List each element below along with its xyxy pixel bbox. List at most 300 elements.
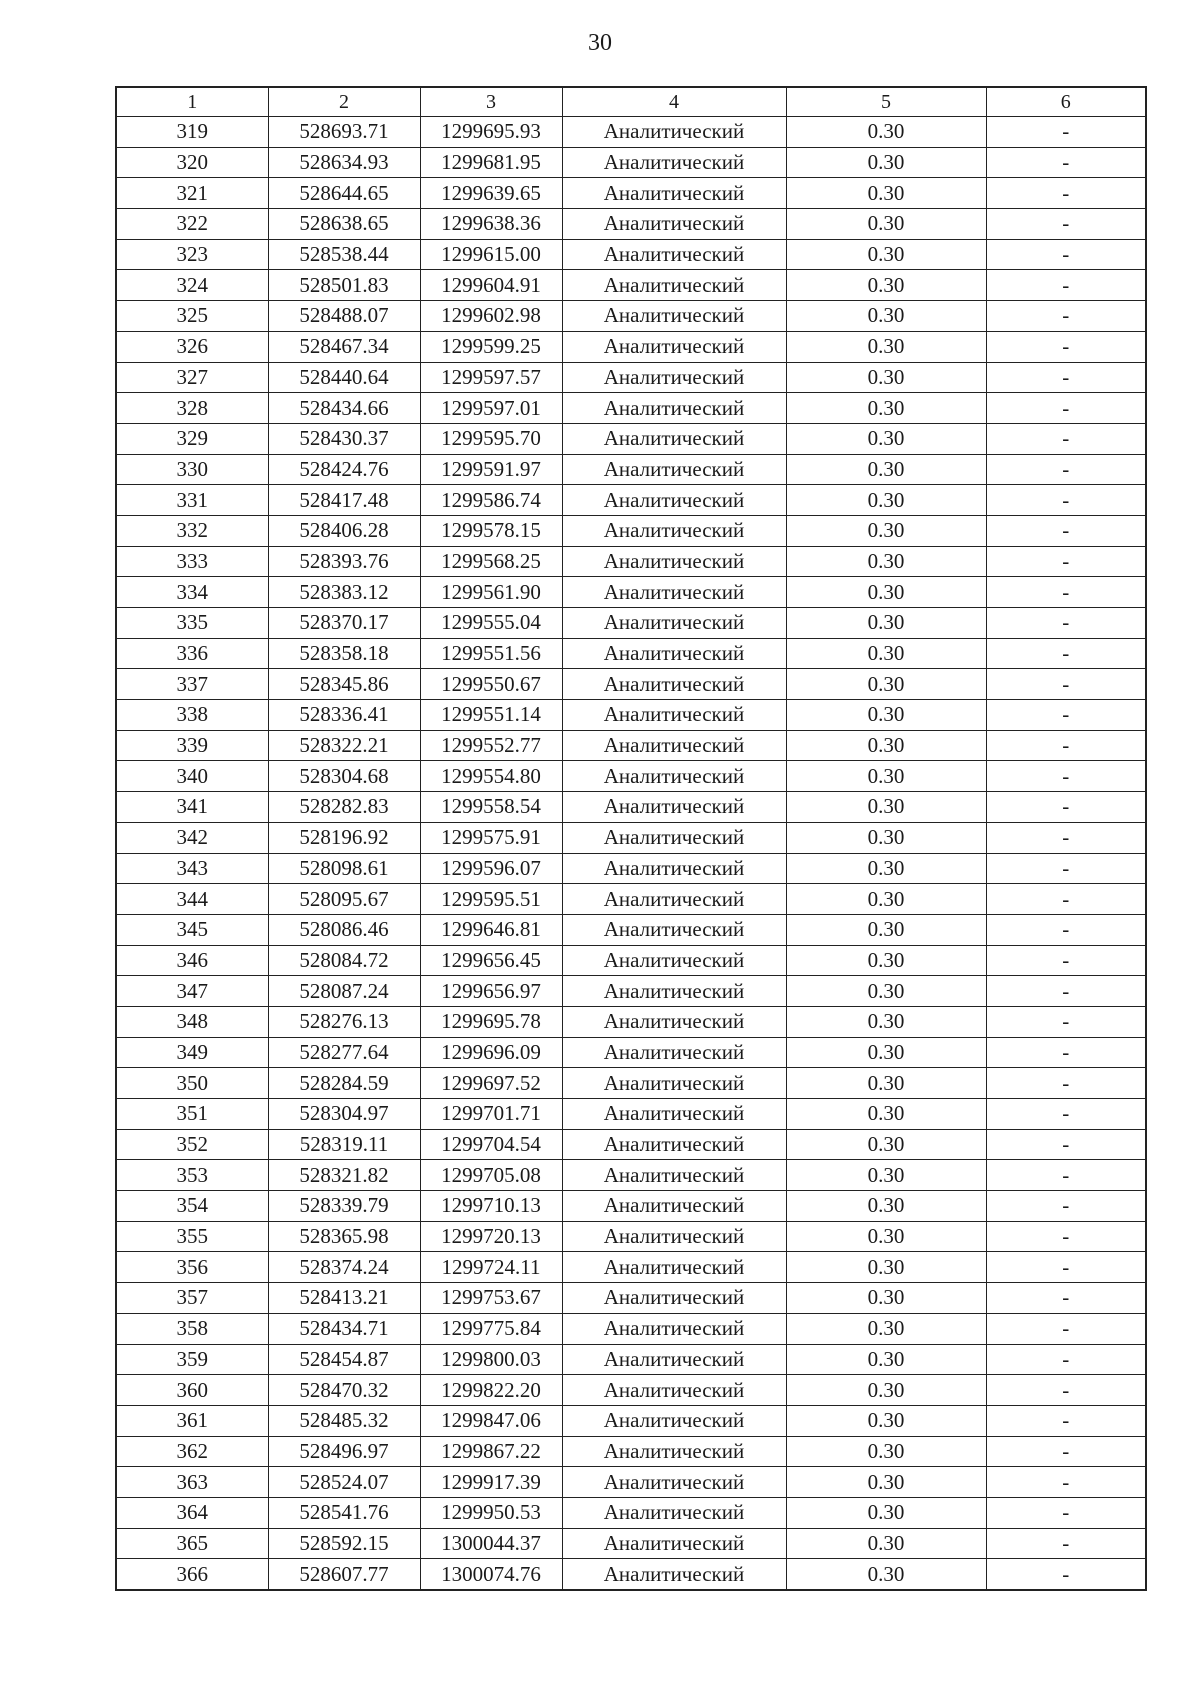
x-coordinate-cell: 528086.46 [268,914,420,945]
method-cell: Аналитический [562,1252,786,1283]
x-coordinate-cell: 528607.77 [268,1559,420,1590]
note-cell: - [986,945,1146,976]
point-number-cell: 361 [116,1405,268,1436]
y-coordinate-cell: 1299555.04 [420,608,562,639]
point-number-cell: 325 [116,301,268,332]
table-row [116,638,1146,669]
table-row [116,178,1146,209]
note-cell: - [986,1497,1146,1528]
point-number-cell: 334 [116,577,268,608]
point-number-cell: 339 [116,730,268,761]
method-cell: Аналитический [562,1006,786,1037]
error-cell: 0.30 [786,209,986,240]
error-cell: 0.30 [786,1252,986,1283]
note-cell: - [986,822,1146,853]
point-number-cell: 343 [116,853,268,884]
note-cell: - [986,454,1146,485]
x-coordinate-cell: 528406.28 [268,515,420,546]
method-cell: Аналитический [562,209,786,240]
point-number-cell: 328 [116,393,268,424]
x-coordinate-cell: 528277.64 [268,1037,420,1068]
y-coordinate-cell: 1299552.77 [420,730,562,761]
y-coordinate-cell: 1299656.45 [420,945,562,976]
note-cell: - [986,1375,1146,1406]
method-cell: Аналитический [562,1497,786,1528]
note-cell: - [986,608,1146,639]
table-row [116,147,1146,178]
method-cell: Аналитический [562,301,786,332]
error-cell: 0.30 [786,301,986,332]
table-row [116,270,1146,301]
note-cell: - [986,331,1146,362]
note-cell: - [986,884,1146,915]
x-coordinate-cell: 528196.92 [268,822,420,853]
error-cell: 0.30 [786,1497,986,1528]
point-number-cell: 363 [116,1467,268,1498]
x-coordinate-cell: 528417.48 [268,485,420,516]
y-coordinate-cell: 1299561.90 [420,577,562,608]
point-number-cell: 352 [116,1129,268,1160]
note-cell: - [986,147,1146,178]
method-cell: Аналитический [562,331,786,362]
error-cell: 0.30 [786,700,986,731]
method-cell: Аналитический [562,1037,786,1068]
x-coordinate-cell: 528538.44 [268,239,420,270]
error-cell: 0.30 [786,1313,986,1344]
table-row [116,1467,1146,1498]
note-cell: - [986,362,1146,393]
x-coordinate-cell: 528470.32 [268,1375,420,1406]
note-cell: - [986,1313,1146,1344]
table-row [116,761,1146,792]
table-row [116,209,1146,240]
y-coordinate-cell: 1299753.67 [420,1283,562,1314]
table-body [116,117,1146,1591]
note-cell: - [986,423,1146,454]
x-coordinate-cell: 528383.12 [268,577,420,608]
point-number-cell: 335 [116,608,268,639]
y-coordinate-cell: 1299656.97 [420,976,562,1007]
y-coordinate-cell: 1299597.01 [420,393,562,424]
y-coordinate-cell: 1299575.91 [420,822,562,853]
note-cell: - [986,178,1146,209]
x-coordinate-cell: 528322.21 [268,730,420,761]
table-row [116,331,1146,362]
method-cell: Аналитический [562,178,786,209]
note-cell: - [986,1099,1146,1130]
x-coordinate-cell: 528440.64 [268,362,420,393]
table-row [116,485,1146,516]
x-coordinate-cell: 528095.67 [268,884,420,915]
table-row [116,1252,1146,1283]
note-cell: - [986,1436,1146,1467]
y-coordinate-cell: 1299646.81 [420,914,562,945]
method-cell: Аналитический [562,638,786,669]
y-coordinate-cell: 1299681.95 [420,147,562,178]
point-number-cell: 356 [116,1252,268,1283]
table-row [116,1160,1146,1191]
y-coordinate-cell: 1299551.56 [420,638,562,669]
point-number-cell: 337 [116,669,268,700]
error-cell: 0.30 [786,546,986,577]
y-coordinate-cell: 1299639.65 [420,178,562,209]
table-row [116,976,1146,1007]
y-coordinate-cell: 1299602.98 [420,301,562,332]
y-coordinate-cell: 1299701.71 [420,1099,562,1130]
y-coordinate-cell: 1299550.67 [420,669,562,700]
point-number-cell: 351 [116,1099,268,1130]
y-coordinate-cell: 1299704.54 [420,1129,562,1160]
point-number-cell: 350 [116,1068,268,1099]
error-cell: 0.30 [786,1037,986,1068]
y-coordinate-cell: 1299800.03 [420,1344,562,1375]
x-coordinate-cell: 528319.11 [268,1129,420,1160]
table-row [116,822,1146,853]
error-cell: 0.30 [786,423,986,454]
y-coordinate-cell: 1299695.78 [420,1006,562,1037]
x-coordinate-cell: 528413.21 [268,1283,420,1314]
x-coordinate-cell: 528374.24 [268,1252,420,1283]
x-coordinate-cell: 528488.07 [268,301,420,332]
point-number-cell: 354 [116,1191,268,1222]
note-cell: - [986,1467,1146,1498]
error-cell: 0.30 [786,1344,986,1375]
error-cell: 0.30 [786,761,986,792]
method-cell: Аналитический [562,1283,786,1314]
point-number-cell: 345 [116,914,268,945]
column-header-6: 6 [986,87,1146,117]
method-cell: Аналитический [562,1313,786,1344]
method-cell: Аналитический [562,1099,786,1130]
x-coordinate-cell: 528467.34 [268,331,420,362]
error-cell: 0.30 [786,178,986,209]
x-coordinate-cell: 528339.79 [268,1191,420,1222]
table-row [116,730,1146,761]
error-cell: 0.30 [786,638,986,669]
method-cell: Аналитический [562,914,786,945]
point-number-cell: 338 [116,700,268,731]
point-number-cell: 340 [116,761,268,792]
x-coordinate-cell: 528345.86 [268,669,420,700]
error-cell: 0.30 [786,1068,986,1099]
x-coordinate-cell: 528638.65 [268,209,420,240]
method-cell: Аналитический [562,1344,786,1375]
note-cell: - [986,1129,1146,1160]
x-coordinate-cell: 528430.37 [268,423,420,454]
point-number-cell: 320 [116,147,268,178]
note-cell: - [986,638,1146,669]
method-cell: Аналитический [562,700,786,731]
error-cell: 0.30 [786,1436,986,1467]
note-cell: - [986,669,1146,700]
x-coordinate-cell: 528434.71 [268,1313,420,1344]
note-cell: - [986,301,1146,332]
y-coordinate-cell: 1299695.93 [420,117,562,148]
error-cell: 0.30 [786,1191,986,1222]
point-number-cell: 353 [116,1160,268,1191]
y-coordinate-cell: 1299554.80 [420,761,562,792]
note-cell: - [986,577,1146,608]
error-cell: 0.30 [786,1559,986,1590]
error-cell: 0.30 [786,822,986,853]
x-coordinate-cell: 528644.65 [268,178,420,209]
method-cell: Аналитический [562,270,786,301]
point-number-cell: 357 [116,1283,268,1314]
method-cell: Аналитический [562,1436,786,1467]
table-row [116,945,1146,976]
column-header-1: 1 [116,87,268,117]
point-number-cell: 336 [116,638,268,669]
table-row [116,1191,1146,1222]
table-row [116,792,1146,823]
y-coordinate-cell: 1300074.76 [420,1559,562,1590]
method-cell: Аналитический [562,485,786,516]
error-cell: 0.30 [786,853,986,884]
note-cell: - [986,1252,1146,1283]
error-cell: 0.30 [786,147,986,178]
table-row [116,1129,1146,1160]
y-coordinate-cell: 1299724.11 [420,1252,562,1283]
x-coordinate-cell: 528496.97 [268,1436,420,1467]
y-coordinate-cell: 1299822.20 [420,1375,562,1406]
method-cell: Аналитический [562,1467,786,1498]
x-coordinate-cell: 528393.76 [268,546,420,577]
point-number-cell: 324 [116,270,268,301]
note-cell: - [986,1160,1146,1191]
note-cell: - [986,239,1146,270]
x-coordinate-cell: 528276.13 [268,1006,420,1037]
note-cell: - [986,393,1146,424]
column-header-3: 3 [420,87,562,117]
table-row [116,1313,1146,1344]
y-coordinate-cell: 1299867.22 [420,1436,562,1467]
x-coordinate-cell: 528304.97 [268,1099,420,1130]
y-coordinate-cell: 1299604.91 [420,270,562,301]
x-coordinate-cell: 528087.24 [268,976,420,1007]
table-row [116,1405,1146,1436]
point-number-cell: 329 [116,423,268,454]
error-cell: 0.30 [786,362,986,393]
error-cell: 0.30 [786,393,986,424]
x-coordinate-cell: 528592.15 [268,1528,420,1559]
table-row [116,515,1146,546]
y-coordinate-cell: 1299697.52 [420,1068,562,1099]
column-header-4: 4 [562,87,786,117]
x-coordinate-cell: 528084.72 [268,945,420,976]
error-cell: 0.30 [786,1099,986,1130]
note-cell: - [986,730,1146,761]
x-coordinate-cell: 528321.82 [268,1160,420,1191]
method-cell: Аналитический [562,976,786,1007]
y-coordinate-cell: 1299551.14 [420,700,562,731]
point-number-cell: 349 [116,1037,268,1068]
method-cell: Аналитический [562,454,786,485]
x-coordinate-cell: 528370.17 [268,608,420,639]
method-cell: Аналитический [562,669,786,700]
x-coordinate-cell: 528365.98 [268,1221,420,1252]
note-cell: - [986,1068,1146,1099]
method-cell: Аналитический [562,1160,786,1191]
error-cell: 0.30 [786,117,986,148]
note-cell: - [986,853,1146,884]
note-cell: - [986,1528,1146,1559]
table-row [116,577,1146,608]
note-cell: - [986,1037,1146,1068]
method-cell: Аналитический [562,1191,786,1222]
note-cell: - [986,546,1146,577]
note-cell: - [986,1405,1146,1436]
x-coordinate-cell: 528358.18 [268,638,420,669]
note-cell: - [986,976,1146,1007]
table-row [116,423,1146,454]
table-row [116,914,1146,945]
point-number-cell: 362 [116,1436,268,1467]
table-row [116,1006,1146,1037]
error-cell: 0.30 [786,270,986,301]
error-cell: 0.30 [786,1283,986,1314]
table-row [116,1068,1146,1099]
x-coordinate-cell: 528424.76 [268,454,420,485]
table-row [116,239,1146,270]
column-header-2: 2 [268,87,420,117]
error-cell: 0.30 [786,914,986,945]
error-cell: 0.30 [786,1467,986,1498]
method-cell: Аналитический [562,1068,786,1099]
error-cell: 0.30 [786,331,986,362]
table-row [116,853,1146,884]
table-row [116,700,1146,731]
y-coordinate-cell: 1299578.15 [420,515,562,546]
error-cell: 0.30 [786,608,986,639]
point-number-cell: 358 [116,1313,268,1344]
method-cell: Аналитический [562,117,786,148]
method-cell: Аналитический [562,423,786,454]
point-number-cell: 326 [116,331,268,362]
point-number-cell: 331 [116,485,268,516]
x-coordinate-cell: 528282.83 [268,792,420,823]
point-number-cell: 347 [116,976,268,1007]
note-cell: - [986,761,1146,792]
point-number-cell: 348 [116,1006,268,1037]
y-coordinate-cell: 1299638.36 [420,209,562,240]
method-cell: Аналитический [562,792,786,823]
point-number-cell: 346 [116,945,268,976]
error-cell: 0.30 [786,1375,986,1406]
x-coordinate-cell: 528501.83 [268,270,420,301]
x-coordinate-cell: 528336.41 [268,700,420,731]
note-cell: - [986,1283,1146,1314]
method-cell: Аналитический [562,853,786,884]
point-number-cell: 322 [116,209,268,240]
method-cell: Аналитический [562,822,786,853]
point-number-cell: 364 [116,1497,268,1528]
y-coordinate-cell: 1299595.70 [420,423,562,454]
note-cell: - [986,485,1146,516]
note-cell: - [986,1559,1146,1590]
method-cell: Аналитический [562,147,786,178]
table-row [116,454,1146,485]
y-coordinate-cell: 1299720.13 [420,1221,562,1252]
error-cell: 0.30 [786,485,986,516]
point-number-cell: 341 [116,792,268,823]
y-coordinate-cell: 1299775.84 [420,1313,562,1344]
note-cell: - [986,515,1146,546]
method-cell: Аналитический [562,608,786,639]
point-number-cell: 333 [116,546,268,577]
method-cell: Аналитический [562,1375,786,1406]
coordinates-table [115,86,1147,1591]
point-number-cell: 366 [116,1559,268,1590]
table-row [116,1559,1146,1590]
note-cell: - [986,1191,1146,1222]
error-cell: 0.30 [786,1221,986,1252]
point-number-cell: 327 [116,362,268,393]
x-coordinate-cell: 528693.71 [268,117,420,148]
error-cell: 0.30 [786,454,986,485]
error-cell: 0.30 [786,669,986,700]
error-cell: 0.30 [786,792,986,823]
table-row [116,669,1146,700]
y-coordinate-cell: 1299710.13 [420,1191,562,1222]
note-cell: - [986,117,1146,148]
point-number-cell: 332 [116,515,268,546]
method-cell: Аналитический [562,515,786,546]
method-cell: Аналитический [562,761,786,792]
table-row [116,546,1146,577]
method-cell: Аналитический [562,577,786,608]
point-number-cell: 342 [116,822,268,853]
method-cell: Аналитический [562,1129,786,1160]
x-coordinate-cell: 528434.66 [268,393,420,424]
error-cell: 0.30 [786,1129,986,1160]
x-coordinate-cell: 528541.76 [268,1497,420,1528]
table-row [116,1497,1146,1528]
note-cell: - [986,1221,1146,1252]
method-cell: Аналитический [562,884,786,915]
table-row [116,1221,1146,1252]
table-header-row [116,87,1146,117]
y-coordinate-cell: 1299917.39 [420,1467,562,1498]
note-cell: - [986,914,1146,945]
y-coordinate-cell: 1300044.37 [420,1528,562,1559]
y-coordinate-cell: 1299705.08 [420,1160,562,1191]
error-cell: 0.30 [786,884,986,915]
y-coordinate-cell: 1299615.00 [420,239,562,270]
point-number-cell: 359 [116,1344,268,1375]
note-cell: - [986,1344,1146,1375]
error-cell: 0.30 [786,730,986,761]
method-cell: Аналитический [562,945,786,976]
method-cell: Аналитический [562,546,786,577]
x-coordinate-cell: 528284.59 [268,1068,420,1099]
table-row [116,1375,1146,1406]
note-cell: - [986,209,1146,240]
error-cell: 0.30 [786,1528,986,1559]
y-coordinate-cell: 1299568.25 [420,546,562,577]
point-number-cell: 344 [116,884,268,915]
error-cell: 0.30 [786,1160,986,1191]
method-cell: Аналитический [562,730,786,761]
point-number-cell: 321 [116,178,268,209]
table-row [116,608,1146,639]
x-coordinate-cell: 528098.61 [268,853,420,884]
point-number-cell: 330 [116,454,268,485]
error-cell: 0.30 [786,1006,986,1037]
table-row [116,362,1146,393]
y-coordinate-cell: 1299599.25 [420,331,562,362]
x-coordinate-cell: 528454.87 [268,1344,420,1375]
table-row [116,301,1146,332]
